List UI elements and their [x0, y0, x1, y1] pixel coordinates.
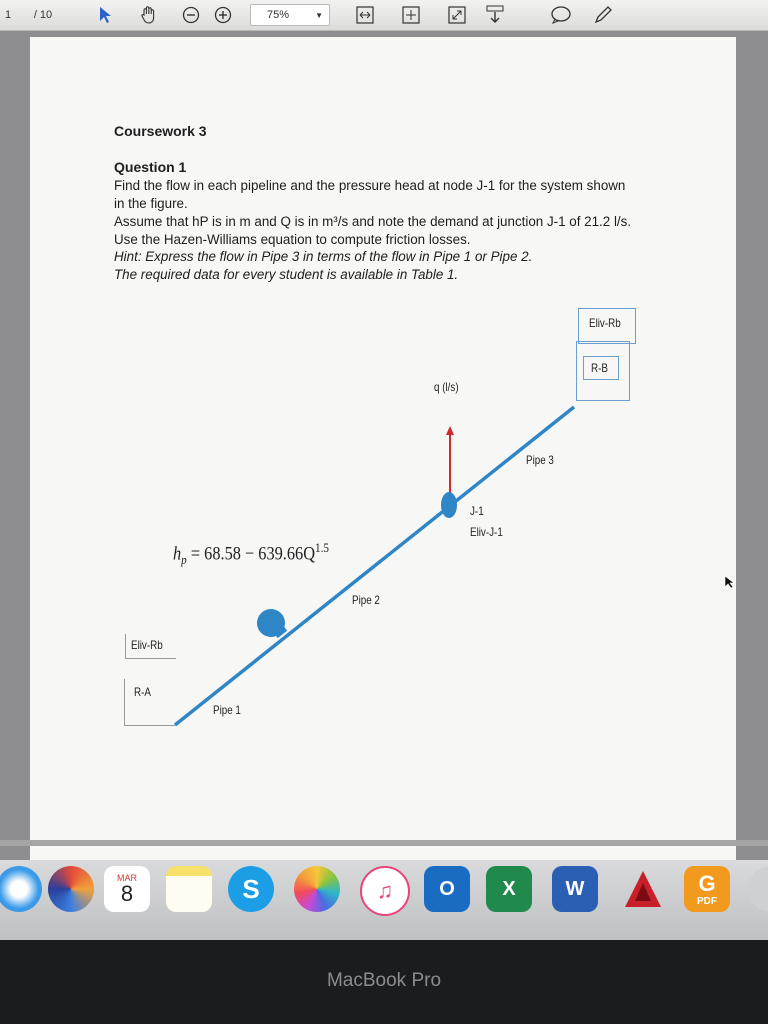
eq-sub: p [181, 552, 187, 568]
calendar-month: MAR [117, 873, 137, 883]
word-letter: W [565, 877, 585, 900]
ra-label: R-A [134, 685, 151, 699]
word-icon[interactable] [552, 866, 598, 912]
pointer-icon[interactable] [92, 4, 118, 26]
mouse-cursor-icon [724, 575, 736, 594]
outlook-letter: O [439, 877, 455, 900]
pipe1-label: Pipe 1 [213, 703, 241, 717]
pinwheel-icon[interactable] [48, 866, 94, 912]
hand-icon[interactable] [136, 4, 162, 26]
skype-icon[interactable] [228, 866, 274, 912]
eq-body: = 68.58 − 639.66Q [186, 543, 316, 565]
fullscreen-icon[interactable] [444, 4, 470, 26]
autocad-icon[interactable] [620, 866, 666, 912]
junction-j1 [441, 492, 457, 518]
excel-icon[interactable] [486, 866, 532, 912]
zoom-dropdown-icon: ▼ [315, 10, 323, 20]
pdf-app-icon[interactable]: G PDF [684, 866, 730, 912]
pipe3-label: Pipe 3 [526, 453, 554, 467]
download-icon[interactable] [482, 4, 508, 26]
eliv-rb-top-label: Eliv-Rb [589, 316, 621, 330]
coursework-heading: Coursework 3 [114, 123, 207, 139]
excel-letter: X [502, 877, 516, 900]
document-viewer[interactable] [0, 31, 768, 863]
hint-line: Hint: Express the flow in Pipe 3 in terms of the flow in Pipe 1 or Pipe 2. [114, 249, 533, 264]
question-para2: Assume that hP is in m and Q is in m³/s and note the demand at junction J-1 of 21.2 l/s. Use the Hazen-Williams equation to compute friction losses. [114, 214, 632, 247]
page-number-input[interactable] [2, 4, 14, 26]
zoom-value: 75% [267, 9, 290, 21]
comment-icon[interactable] [548, 4, 574, 26]
notes-icon[interactable] [166, 866, 212, 912]
outlook-icon[interactable] [424, 866, 470, 912]
page-total: / 10 [33, 9, 53, 21]
eliv-rb-left-label: Eliv-Rb [131, 638, 163, 652]
zoom-in-icon[interactable] [212, 4, 234, 26]
zoom-out-icon[interactable] [180, 4, 202, 26]
pen-icon[interactable] [590, 4, 616, 26]
skype-letter: S [242, 873, 260, 904]
rb-label: R-B [591, 361, 608, 375]
device-label: MacBook Pro [326, 970, 442, 991]
j1-label: J-1 [470, 504, 484, 518]
eq-sup: 1.5 [315, 540, 330, 555]
eliv-j1-label: Eliv-J-1 [470, 525, 503, 539]
calendar-day: 8 [120, 881, 134, 906]
question-para1: Find the flow in each pipeline and the pressure head at node J-1 for the system shown in the figure. [114, 178, 626, 211]
fit-width-icon[interactable] [352, 4, 378, 26]
zoom-select[interactable] [250, 4, 330, 26]
pdf-label: PDF [697, 895, 717, 907]
photos-icon[interactable] [294, 866, 340, 912]
pdf-page [30, 37, 736, 863]
demand-label: q (l/s) [434, 380, 459, 394]
hint-line2: The required data for every student is available in Table 1. [114, 267, 459, 282]
viewer-bottom-strip [0, 840, 768, 846]
pipe-network-figure [30, 37, 736, 863]
question-title: Question 1 [114, 159, 187, 175]
page-current: 1 [4, 9, 12, 21]
calendar-icon[interactable] [104, 866, 150, 912]
pipe2-label: Pipe 2 [352, 593, 380, 607]
fit-page-icon[interactable] [398, 4, 424, 26]
pdf-toolbar [0, 0, 768, 31]
demand-arrowhead [446, 426, 454, 435]
eq-h: h [173, 543, 182, 565]
pump-equation [173, 540, 329, 568]
itunes-icon[interactable]: ♫ [360, 866, 410, 916]
